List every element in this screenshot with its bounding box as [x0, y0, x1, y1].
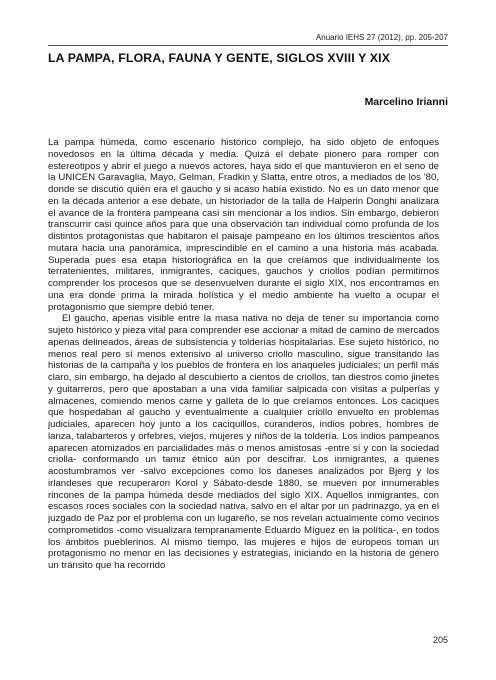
page-number: 205 [432, 635, 448, 645]
article-body [48, 137, 439, 607]
body-paragraph: El gaucho, apenas visible entre la masa nativa no deja de tener su importancia como sujeto histórico y pieza vital para comprender ese accionar a mitad de camino de mercados apenas delineados, áreas de subsistencia y tolderías hospitalarias. Ese sujeto histórico, no menos real pero sí menos extensivo al universo criollo masculino, sigue transitando las historias de la campaña y los pueblos de frontera en los anaqueles judiciales; un perfil más claro, sin embargo, ha dejado al descubierto a cientos de criollos, tan diestros como jinetes y guitarreros, pero que apostaban a una vida familiar salpicada con visitas a pulperías y almacenes, comiendo menos carne y galleta de lo que creíamos entonces. Los caciques que hospedaban al gaucho y eventualmente a cualquier criollo envuelto en problemas judiciales, aparecen hoy junto a los caciquillos, curanderos, indios pobres, hombres de lanza, talabarteros y orfebres, viejos, mujeres y niños de la toldería. Los indios pampeanos aparecen atomizados en parcialidades más o menos amistosas -entre sí y con la sociedad criolla- conformando un tamiz étnico aún por descifrar. Los inmigrantes, a quienes acostumbramos ver -salvo excepciones como los daneses analizados por Bjerg y los irlandeses que recuperaron Korol y Sábato-desde 1880, se mueven por innumerables rincones de la pampa húmeda desde mediados del siglo XIX. Aquellos inmigrantes, con escasos roces sociales con la sociedad nativa, salvo en el altar por un padrinazgo, ya en el juzgado de Paz por el problema con un lugareño, se nos revelan actualmente como vecinos comprometidos -como visualizara tempranamente Eduardo Míguez en la política-, en todos los ámbitos pueblerinos. Al mismo tiempo, las mujeres e hijos de europeos toman un protagonismo no menor en las decisiones y estrategias, iniciando en la historia de género un tránsito que ha recorrido [48, 313, 439, 571]
header-rule [48, 45, 448, 46]
journal-reference: Anuario IEHS 27 (2012), pp. 205-207 [315, 33, 448, 42]
article-author: Marcelino Irianni [364, 96, 448, 108]
article-title: LA PAMPA, FLORA, FAUNA Y GENTE, SIGLOS XVIII Y XIX [48, 51, 391, 65]
body-paragraph: La pampa húmeda, como escenario histórico complejo, ha sido objeto de enfoques novedosos en la última década y media. Quizá el debate pionero para romper con estereotipos y abrir el juego a nuevos actores, haya sido el que mantuvieron en el seno de la UNICEN Garavaglia, Mayo, Gelman, Fradkin y Slatta, entre otros, a mediados de los '80, donde se discutió quién era el gaucho y si acaso había existido. No es un dato menor que en la década anterior a ese debate, un historiador de la talla de Halperin Donghi analizara el avance de la frontera pampeana casi sin mencionar a los indios. Sin embargo, debieron transcurrir casi quince años para que una observación tan individual como profunda de los distintos protagonistas que habitaron el paisaje pampeano en los últimos trescientos años mutara hacia una panorámica, imprescindible en el camino a una historia más acabada. Superada pues esa etapa historiográfica en la que creíamos que individualmente los terratenientes, militares, inmigrantes, caciques, gauchos y criollos podían permitirnos comprender los procesos que se desenvuelven durante el siglo XIX, nos encontramos en una era donde prima la mirada holística y el medio ambiente ha vuelto a ocupar el protagonismo que siempre debió tener. [48, 137, 439, 313]
